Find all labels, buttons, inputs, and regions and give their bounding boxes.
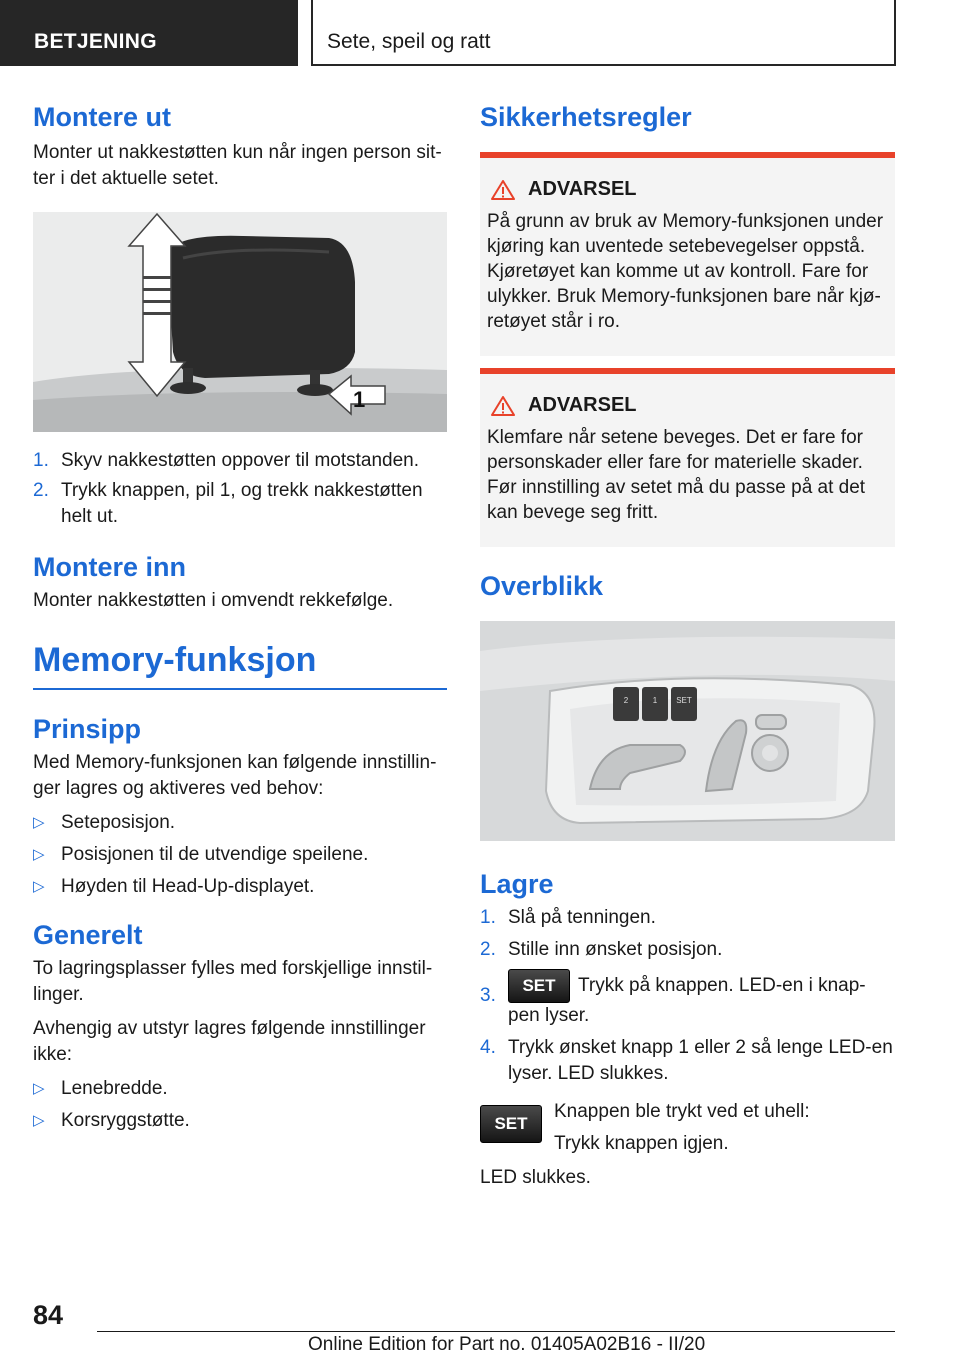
lagre-final-text: LED slukkes.	[480, 1167, 591, 1188]
heading-montere-inn: Montere inn	[33, 552, 186, 582]
list-item: 4. Trykk ønsket knapp 1 eller 2 så lenge LED-en lyser. LED slukkes.	[480, 1037, 893, 1084]
warning-label: ADVARSEL	[528, 394, 637, 416]
list-item: 2. Trykk knappen, pil 1, og trekk nakkestøtten helt ut.	[33, 480, 423, 527]
prinsipp-list	[33, 810, 447, 900]
warning-triangle-icon	[490, 179, 516, 201]
set-button-icon: SET	[508, 969, 570, 1003]
svg-text:SET: SET	[676, 696, 692, 705]
list-item: ▷ Seteposisjon.	[33, 810, 447, 836]
montere-ut-text: Monter ut nakkestøtten kun når ingen person sit-ter i det aktuelle setet.	[33, 142, 442, 189]
bullet-triangle-icon: ▷	[33, 878, 45, 895]
heading-lagre: Lagre	[480, 869, 554, 899]
list-item: 1. Slå på tenningen.	[480, 907, 656, 928]
lagre-steps	[480, 905, 895, 1087]
seat-controls-illustration	[480, 621, 895, 841]
left-column	[33, 100, 447, 1140]
heading-overblikk: Overblikk	[480, 571, 604, 601]
warning-label: ADVARSEL	[528, 178, 637, 200]
montere-inn-text: Monter nakkestøtten i omvendt rekkefølge.	[33, 590, 394, 611]
generelt-list	[33, 1076, 447, 1134]
list-item: 1. Skyv nakkestøtten oppover til motstanden.	[33, 450, 420, 471]
montere-ut-steps	[33, 448, 447, 530]
bullet-triangle-icon: ▷	[33, 1112, 45, 1129]
headrest-illustration	[33, 212, 447, 432]
warning-text: På grunn av bruk av Memory-funksjonen under kjøring kan uventede setebevegelser oppstå. Kjøretøyet kan komme ut av kontroll. Fare for ulykker. Bruk Memory-funksjonen bare når kjø-retøyet står i ro.	[487, 211, 884, 332]
note-line-2: Trykk knappen igjen.	[554, 1133, 729, 1154]
header-chapter-label: Sete, speil og ratt	[327, 30, 491, 53]
footer-edition: Online Edition for Part no. 01405A02B16 - II/20	[308, 1334, 706, 1355]
note-line-1: Knappen ble trykt ved et uhell:	[554, 1101, 810, 1122]
headrest-figure	[33, 212, 447, 432]
warning-box-1	[480, 152, 895, 356]
prinsipp-text: Med Memory-funksjonen kan følgende innstillin-ger lagres og aktiveres ved behov:	[33, 752, 437, 799]
figure-callout-1: 1	[353, 387, 366, 412]
list-item: ▷ Korsryggstøtte.	[33, 1108, 447, 1134]
bullet-triangle-icon: ▷	[33, 814, 45, 831]
header-section-label: BETJENING	[34, 30, 157, 53]
set-button-icon: SET	[480, 1105, 542, 1143]
bullet-triangle-icon: ▷	[33, 846, 45, 863]
header-section-tab	[0, 0, 298, 66]
list-item: 2. Stille inn ønsket posisjon.	[480, 939, 723, 960]
heading-sikkerhetsregler: Sikkerhetsregler	[480, 102, 692, 132]
bullet-triangle-icon: ▷	[33, 1080, 45, 1097]
list-item: ▷ Posisjonen til de utvendige speilene.	[33, 842, 447, 868]
footer-divider	[97, 1331, 895, 1332]
warning-text: Klemfare når setene beveges. Det er fare for personskader eller fare for materielle skader. Før innstilling av setet må du passe på at det kan bevege seg fritt.	[487, 427, 866, 523]
generelt-text-1: To lagringsplasser fylles med forskjellige innstil-linger.	[33, 958, 433, 1005]
heading-memory-funksjon: Memory-funksjon	[33, 638, 447, 690]
seat-controls-figure	[480, 621, 895, 841]
svg-text:1: 1	[652, 696, 658, 705]
svg-text:2: 2	[623, 696, 629, 705]
heading-prinsipp: Prinsipp	[33, 714, 142, 744]
warning-triangle-icon	[490, 395, 516, 417]
page-number: 84	[33, 1300, 64, 1330]
warning-box-2	[480, 368, 895, 547]
generelt-text-2: Avhengig av utstyr lagres følgende innstillinger ikke:	[33, 1018, 426, 1065]
list-item: ▷ Lenebredde.	[33, 1076, 447, 1102]
accidental-press-note	[480, 1099, 895, 1161]
list-item: ▷ Høyden til Head-Up-displayet.	[33, 874, 447, 900]
header-chapter-tab	[311, 0, 896, 66]
right-column	[480, 100, 895, 1191]
list-item: 3. SET Trykk på knappen. LED-en i knap-pen lyser.	[480, 969, 895, 1029]
heading-montere-ut: Montere ut	[33, 102, 171, 132]
heading-generelt: Generelt	[33, 920, 143, 950]
